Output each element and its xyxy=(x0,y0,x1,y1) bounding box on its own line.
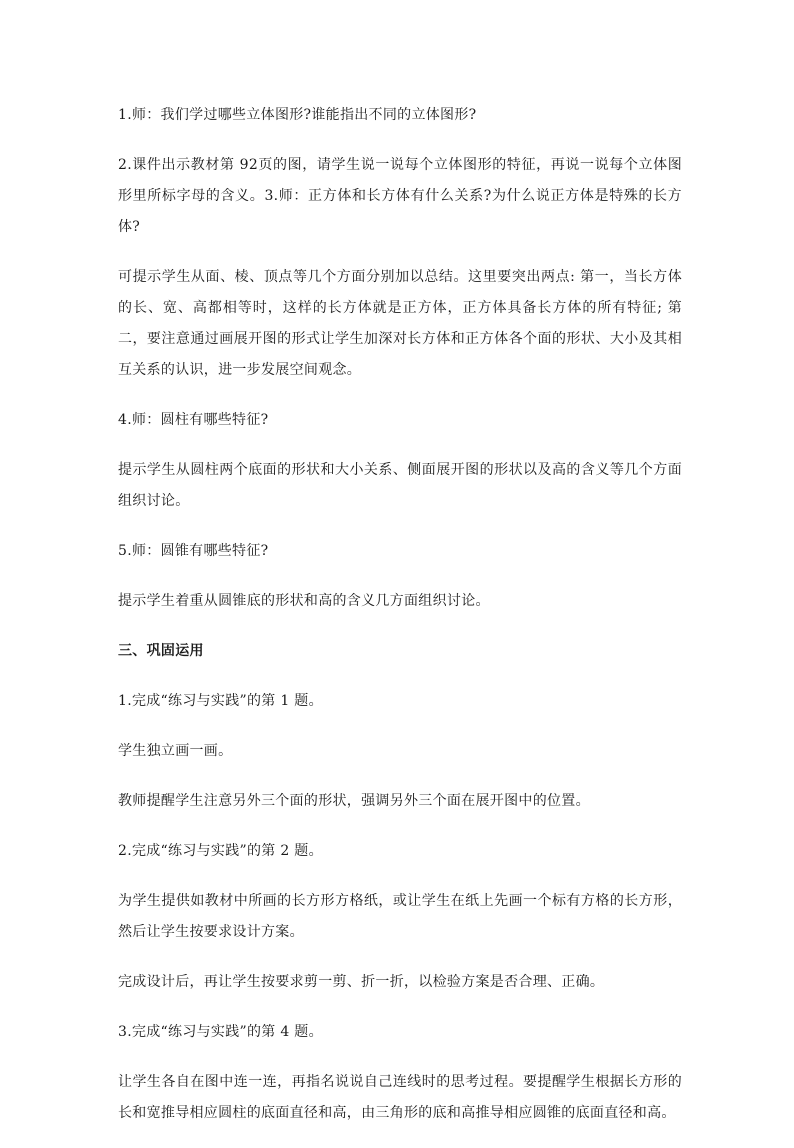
paragraph-exercise-2: 2.完成“练习与实践”的第 2 题。 xyxy=(118,843,323,859)
paragraph-teacher-reminder: 教师提醒学生注意另外三个面的形状，强调另外三个面在展开图中的位置。 xyxy=(118,793,590,809)
paragraph-question-4: 4.师：圆柱有哪些特征? xyxy=(118,412,269,428)
paragraph-grid-paper: 为学生提供如教材中所画的长方形方格纸，或让学生在纸上先画一个标有方格的长方形，然后让学生按要求设计方案。 xyxy=(118,893,682,940)
paragraph-student-draw: 学生独立画一画。 xyxy=(118,743,233,759)
paragraph-question-5: 5.师：圆锥有哪些特征? xyxy=(118,543,269,559)
document-page xyxy=(118,100,682,1148)
paragraph-question-1: 1.师：我们学过哪些立体图形?谁能指出不同的立体图形? xyxy=(118,107,477,123)
paragraph-exercise-1: 1.完成“练习与实践”的第 1 题。 xyxy=(118,693,323,709)
paragraph-connect-lines: 让学生各自在图中连一连，再指名说说自己连线时的思考过程。要提醒学生根据长方形的长和宽推导相应圆柱的底面直径和高，由三角形的底和高推导相应圆锥的底面直径和高。 xyxy=(118,1074,682,1121)
paragraph-cone-hint: 提示学生着重从圆锥底的形状和高的含义几方面组织讨论。 xyxy=(118,593,490,609)
paragraph-cylinder-hint: 提示学生从圆柱两个底面的形状和大小关系、侧面展开图的形状以及高的含义等几个方面组织讨论。 xyxy=(118,462,682,509)
paragraph-cut-fold: 完成设计后，再让学生按要求剪一剪、折一折，以检验方案是否合理、正确。 xyxy=(118,974,605,990)
paragraph-cube-summary: 可提示学生从面、棱、顶点等几个方面分别加以总结。这里要突出两点: 第一，当长方体的长、宽、高都相等时，这样的长方体就是正方体，正方体具备长方体的所有特征; 第二，要注意通过画展开图的形式让学生加深对长方体和正方体各个面的形状、大小及其相互关系的认识，进一步发展空间观念。 xyxy=(118,269,682,378)
paragraph-exercise-4: 3.完成“练习与实践”的第 4 题。 xyxy=(118,1024,323,1040)
section-heading: 三、巩固运用 xyxy=(118,643,204,659)
paragraph-question-2-3: 2.课件出示教材第 92页的图，请学生说一说每个立体图形的特征，再说一说每个立体图形里所标字母的含义。3.师：正方体和长方体有什么关系?为什么说正方体是特殊的长方体? xyxy=(118,157,682,235)
